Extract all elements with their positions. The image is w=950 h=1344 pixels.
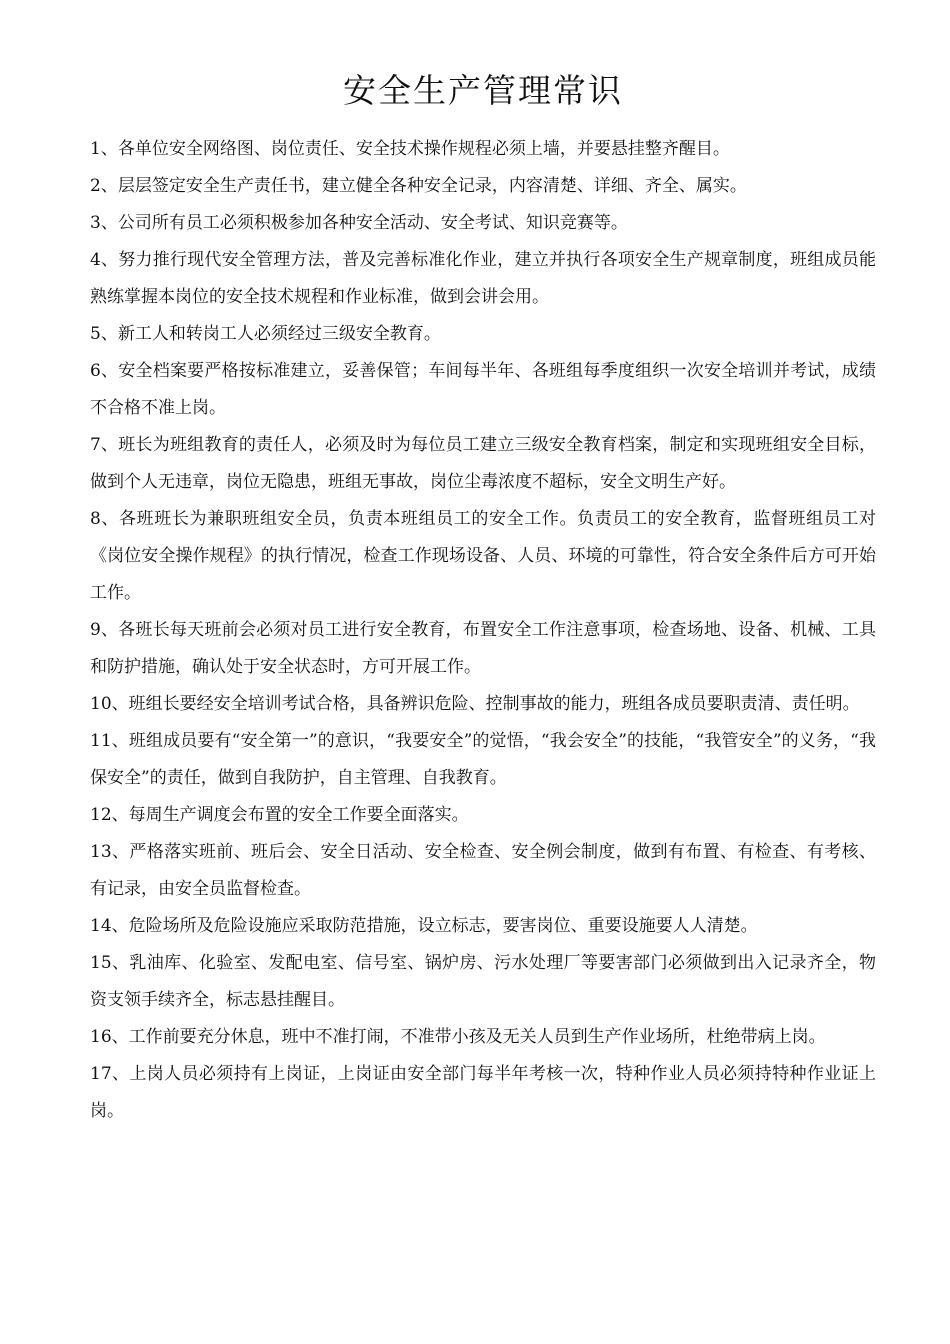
rule-item-16: 16、工作前要充分休息，班中不准打闹，不准带小孩及无关人员到生产作业场所，杜绝带病上岗。 — [90, 1027, 826, 1047]
rule-item-11: 11、班组成员要有“安全第一”的意识，“我要安全”的觉悟，“我会安全”的技能，“我管安全”的义务，“我保安全”的责任，做到自我防护，自主管理、自我教育。 — [90, 731, 876, 788]
rule-item-9: 9、各班长每天班前会必须对员工进行安全教育，布置安全工作注意事项，检查场地、设备、机械、工具和防护措施，确认处于安全状态时，方可开展工作。 — [90, 620, 876, 677]
rule-item-14: 14、危险场所及危险设施应采取防范措施，设立标志，要害岗位、重要设施要人人清楚。 — [90, 916, 758, 936]
rule-item-7: 7、班长为班组教育的责任人，必须及时为每位员工建立三级安全教育档案，制定和实现班组安全目标，做到个人无违章，岗位无隐患，班组无事故，岗位尘毒浓度不超标，安全文明生产好。 — [90, 435, 876, 492]
rule-item-13: 13、严格落实班前、班后会、安全日活动、安全检查、安全例会制度，做到有布置、有检查、有考核、有记录，由安全员监督检查。 — [90, 842, 876, 899]
page-title: 安全生产管理常识 — [343, 71, 623, 110]
rule-item-6: 6、安全档案要严格按标准建立，妥善保管；车间每半年、各班组每季度组织一次安全培训并考试，成绩不合格不准上岗。 — [90, 361, 876, 418]
rule-item-8: 8、各班班长为兼职班组安全员，负责本班组员工的安全工作。负责员工的安全教育，监督班组员工对《岗位安全操作规程》的执行情况，检查工作现场设备、人员、环境的可靠性，符合安全条件后方可开始工作。 — [90, 509, 876, 603]
rule-item-10: 10、班组长要经安全培训考试合格，具备辨识危险、控制事故的能力，班组各成员要职责清、责任明。 — [90, 694, 860, 714]
rule-item-12: 12、每周生产调度会布置的安全工作要全面落实。 — [90, 805, 469, 825]
rule-item-15: 15、乳油库、化验室、发配电室、信号室、锅炉房、污水处理厂等要害部门必须做到出入记录齐全，物资支领手续齐全，标志悬挂醒目。 — [90, 953, 876, 1010]
rule-item-3: 3、公司所有员工必须积极参加各种安全活动、安全考试、知识竞赛等。 — [90, 213, 628, 233]
rule-item-2: 2、层层签定安全生产责任书，建立健全各种安全记录，内容清楚、详细、齐全、属实。 — [90, 176, 747, 196]
rule-item-5: 5、新工人和转岗工人必须经过三级安全教育。 — [90, 324, 441, 344]
rule-item-1: 1、各单位安全网络图、岗位责任、安全技术操作规程必须上墙，并要悬挂整齐醒目。 — [90, 139, 730, 159]
rules-list — [90, 131, 876, 1130]
rule-item-17: 17、上岗人员必须持有上岗证，上岗证由安全部门每半年考核一次，特种作业人员必须持特种作业证上岗。 — [90, 1064, 876, 1121]
rule-item-4: 4、努力推行现代安全管理方法，普及完善标准化作业，建立并执行各项安全生产规章制度，班组成员能熟练掌握本岗位的安全技术规程和作业标准，做到会讲会用。 — [90, 250, 876, 307]
